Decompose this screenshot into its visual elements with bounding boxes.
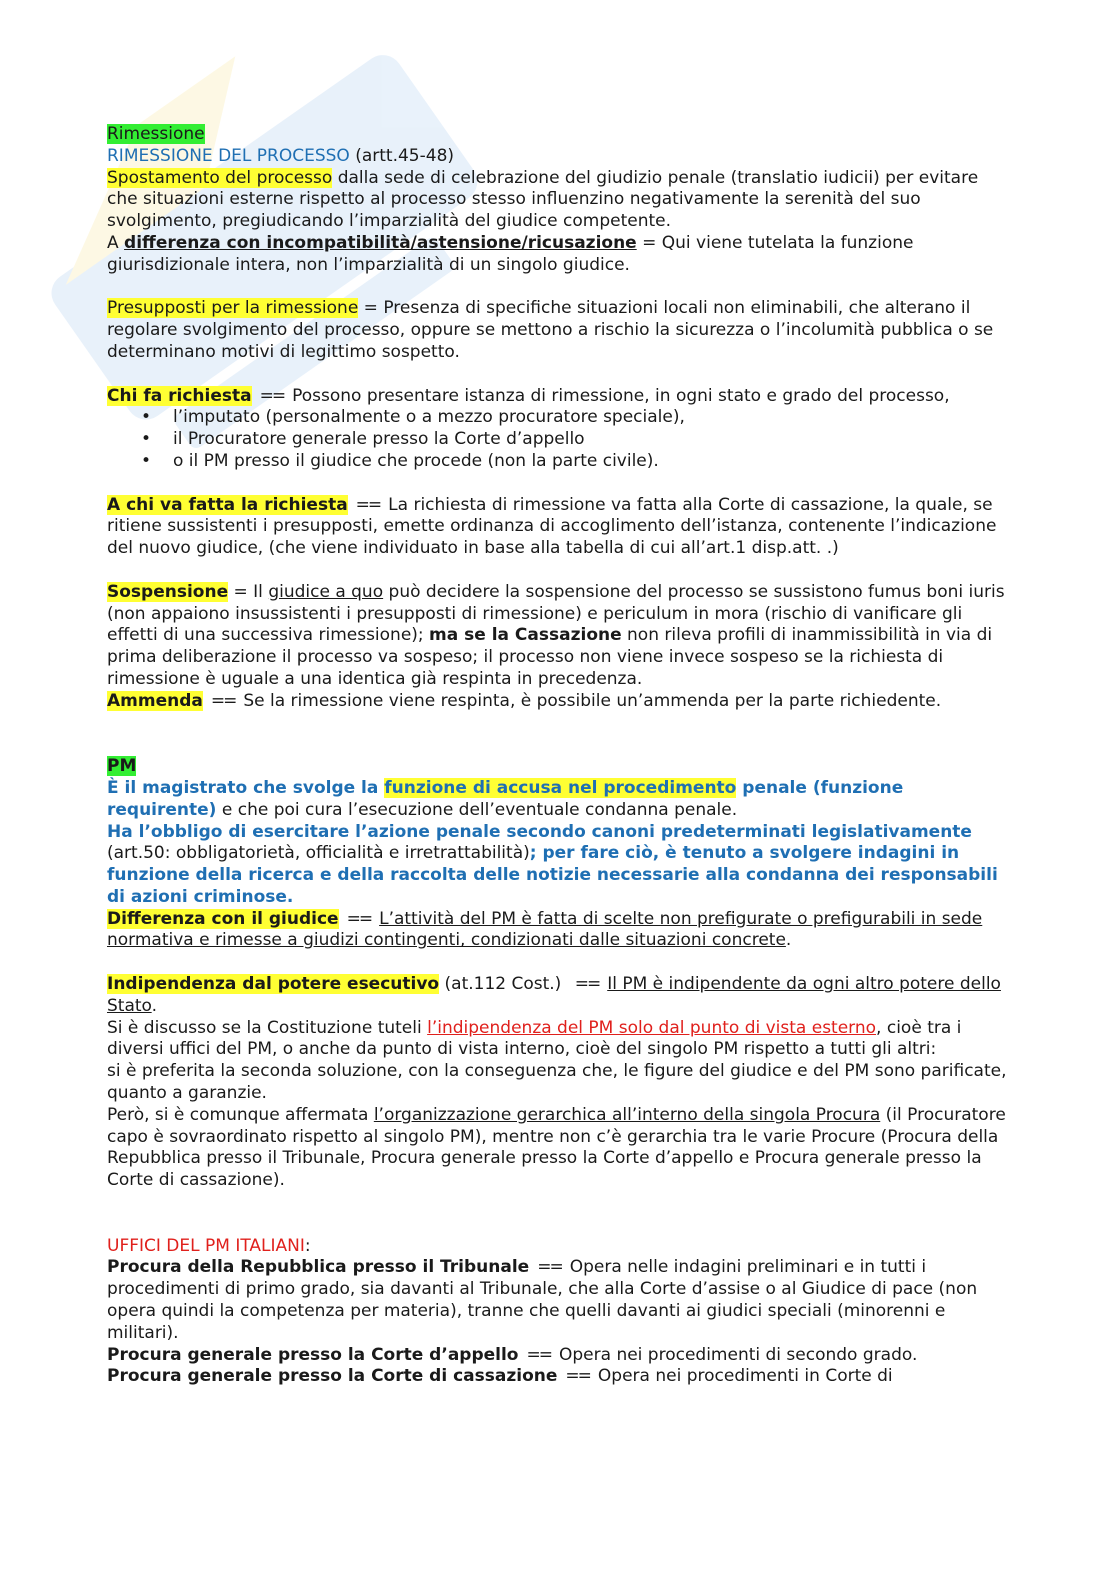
ufficio-tribunale: Procura della Repubblica presso il Tribunale == Opera nelle indagini preliminari e in tutti i procedimenti di primo grado, sia davanti al Tribunale, che alla Corte d’assise o al Giudice di pace (non opera quindi la competenza per materia), tranne che quelli davanti ai giudici speciali (minorenni e militari). (107, 1257, 978, 1343)
paragraph-differenza: A differenza con incompatibilità/astensione/ricusazione = Qui viene tutelata la funzione giurisdizionale intera, non l’imparzialità di un singolo giudice. (107, 232, 914, 275)
paragraph-indipendenza: Indipendenza dal potere esecutivo (at.112 Cost.) == Il PM è indipendente da ogni altro potere dello Stato. (107, 974, 1001, 1016)
list-item: • l’imputato (personalmente o a mezzo procuratore speciale), (173, 407, 1007, 429)
list-item: • o il PM presso il giudice che procede (non la parte civile). (173, 451, 1007, 473)
ufficio-corte-appello: Procura generale presso la Corte d’appello == Opera nei procedimenti di secondo grado. (107, 1344, 918, 1365)
paragraph-costituzione: Si è discusso se la Costituzione tuteli l’indipendenza del PM solo dal punto di vista esterno, cioè tra i diversi uffici del PM, o anche da punto di vista interno, cioè del singolo PM rispetto a tutti gli altri: (107, 1017, 962, 1060)
paragraph-sospensione: Sospensione = Il giudice a quo può decidere la sospensione del processo se sussistono fumus boni iuris (non appaiono insussistenti i presupposti di rimessione) e periculum in mora (rischio di vanificare gli effetti di una successiva rimessione); ma se la Cassazione non rileva profili di inammissibilità in via di prima deliberazione il processo va sospeso; il processo non viene invece sospeso se la richiesta di rimessione è uguale a una identica già respinta in precedenza. (107, 581, 1005, 689)
rimessione-subtitle (107, 146, 1007, 168)
paragraph-ammenda: Ammenda == Se la rimessione viene respinta, è possibile un’ammenda per la parte richiedente. (107, 690, 942, 711)
paragraph-a-chi: A chi va fatta la richiesta == La richiesta di rimessione va fatta alla Corte di cassazione, la quale, se ritiene sussistenti i presupposti, emette ordinanza di accoglimento dell’istanza, contenente l’indicazione del nuovo giudice, (che viene individuato in base alla tabella di cui all’art.1 disp.att. .) (107, 494, 997, 559)
document-body (107, 124, 1007, 1388)
paragraph-chi-fa-richiesta: Chi fa richiesta == Possono presentare istanza di rimessione, in ogni stato e grado del processo, (107, 385, 950, 406)
subtitle-ref: (artt.45-48) (349, 145, 455, 166)
section-title-pm: PM (107, 756, 137, 777)
subtitle-text: RIMESSIONE DEL PROCESSO (107, 145, 350, 166)
paragraph-presupposti: Presupposti per la rimessione = Presenza di specifiche situazioni locali non eliminabili, che alterano il regolare svolgimento del processo, oppure se mettono a rischio la sicurezza o l’incolumità pubblica o se determinano motivi di legittimo sospetto. (107, 298, 994, 362)
paragraph-soluzione: si è preferita la seconda soluzione, con la conseguenza che, le figure del giudice e del PM sono parificate, quanto a garanzie. (107, 1061, 1007, 1104)
richiedenti-list (107, 407, 1007, 472)
paragraph-differenza-giudice: Differenza con il giudice == L’attività del PM è fatta di scelte non prefigurate o prefigurabili in sede normativa e rimesse a giudizi contingenti, condizionati dalle situazioni concrete. (107, 908, 983, 951)
paragraph-pm-definizione: È il magistrato che svolge la funzione di accusa nel procedimento penale (funzione requirente) e che poi cura l’esecuzione dell’eventuale condanna penale. (107, 777, 904, 820)
ufficio-cassazione: Procura generale presso la Corte di cassazione == Opera nei procedimenti in Corte di (107, 1366, 893, 1387)
section-title-rimessione: Rimessione (107, 124, 205, 144)
list-item: • il Procuratore generale presso la Corte d’appello (173, 429, 1007, 451)
paragraph-spostamento: Spostamento del processo dalla sede di celebrazione del giudizio penale (translatio iudicii) per evitare che situazioni esterne rispetto al processo stesso influenzino negativamente la serenità del suo svolgimento, pregiudicando l’imparzialità del giudice competente. (107, 167, 979, 232)
paragraph-gerarchia: Però, si è comunque affermata l’organizzazione gerarchica all’interno della singola Procura (il Procuratore capo è sovraordinato rispetto al singolo PM), mentre non c’è gerarchia tra le varie Procure (Procura della Repubblica presso il Tribunale, Procura generale presso la Corte d’appello e Procura generale presso la Corte di cassazione). (107, 1104, 1006, 1191)
paragraph-pm-obbligo: Ha l’obbligo di esercitare l’azione penale secondo canoni predeterminati legislativamente (art.50: obbligatorietà, officialità e irretrattabilità); per fare ciò, è tenuto a svolgere indagini in funzione della ricerca e della raccolta delle notizie necessarie alla condanna dei responsabili di azioni criminose. (107, 821, 998, 907)
section-title-uffici: UFFICI DEL PM ITALIANI: (107, 1235, 311, 1256)
